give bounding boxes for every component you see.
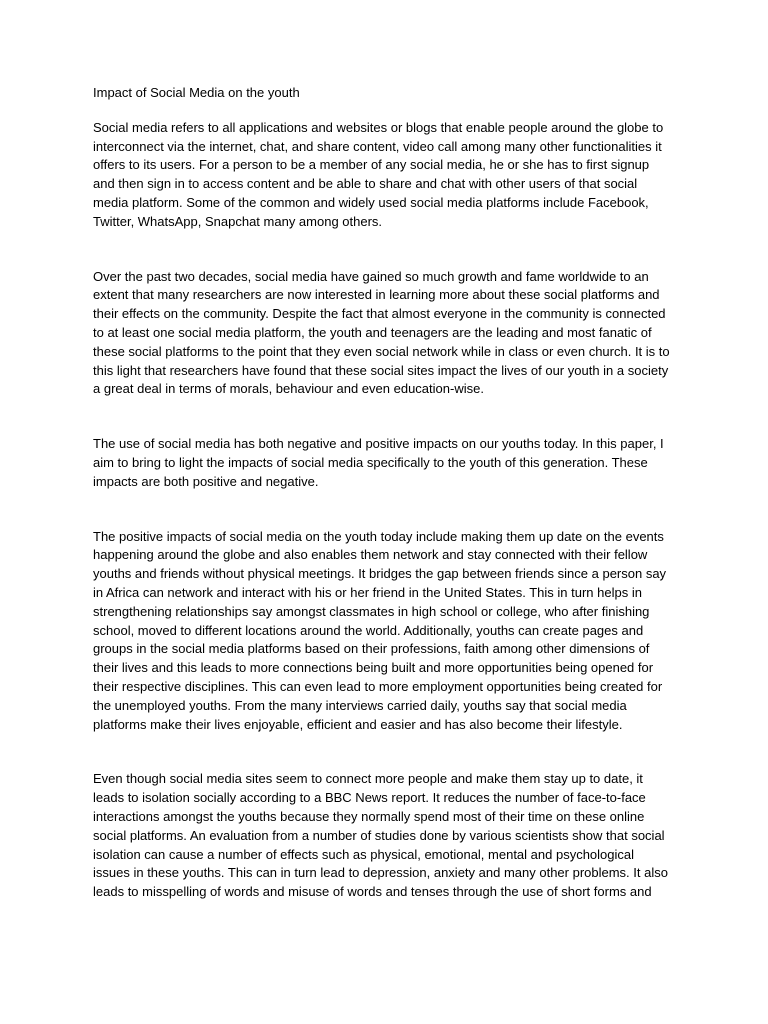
paragraph-negative-impacts: Even though social media sites seem to connect more people and make them stay up to date, it leads to isolation socially according to a BBC News report. It reduces the number of face-to-face interactions amongst the youths because they normally spend most of their time on these online social platforms. An evaluation from a number of studies done by various scientists show that social isolation can cause a number of effects such as physical, emotional, mental and psychological issues in these youths. This can in turn lead to depression, anxiety and many other problems. It also leads to misspelling of words and misuse of words and tenses through the use of short forms and <box>93 771 668 900</box>
document-title: Impact of Social Media on the youth <box>93 85 300 100</box>
paragraph-positive-impacts: The positive impacts of social media on the youth today include making them up date on the events happening around the globe and also enables them network and stay connected with their fellow youths and friends without physical meetings. It bridges the gap between friends since a person say in Africa can network and interact with his or her friend in the United States. This in turn helps in strengthening relationships say amongst classmates in high school or college, who after finishing school, moved to different locations around the world. Additionally, youths can create pages and groups in the social media platforms based on their professions, faith among other dimensions of their lives and this leads to more connections being built and more opportunities being opened for their respective disciplines. This can even lead to more employment opportunities being created for the unemployed youths. From the many interviews carried daily, youths say that social media platforms make their lives enjoyable, efficient and easier and has also become their lifestyle. <box>93 528 667 732</box>
paragraph-thesis: The use of social media has both negative and positive impacts on our youths today. In this paper, I aim to bring to light the impacts of social media specifically to the youth of this generation. These impacts are both positive and negative. <box>93 436 664 489</box>
paragraph-definition: Social media refers to all applications and websites or blogs that enable people around the globe to interconnect via the internet, chat, and share content, video call among many other functionalities it offers to its users. For a person to be a member of any social media, he or she has to first signup and then sign in to access content and be able to share and chat with other users of that social media platform. Some of the common and widely used social media platforms include Facebook, Twitter, WhatsApp, Snapchat many among others. <box>93 119 664 229</box>
paragraph-growth: Over the past two decades, social media have gained so much growth and fame worldwide to an extent that many researchers are now interested in learning more about these social platforms and their effects on the community. Despite the fact that almost everyone in the community is connected to at least one social media platform, the youth and teenagers are the leading and most fanatic of these social platforms to the point that they even social network while in class or even church. It is to this light that researchers have found that these social sites impact the lives of our youth in a society a great deal in terms of morals, behaviour and even education-wise. <box>93 268 670 397</box>
document-body <box>93 84 673 902</box>
